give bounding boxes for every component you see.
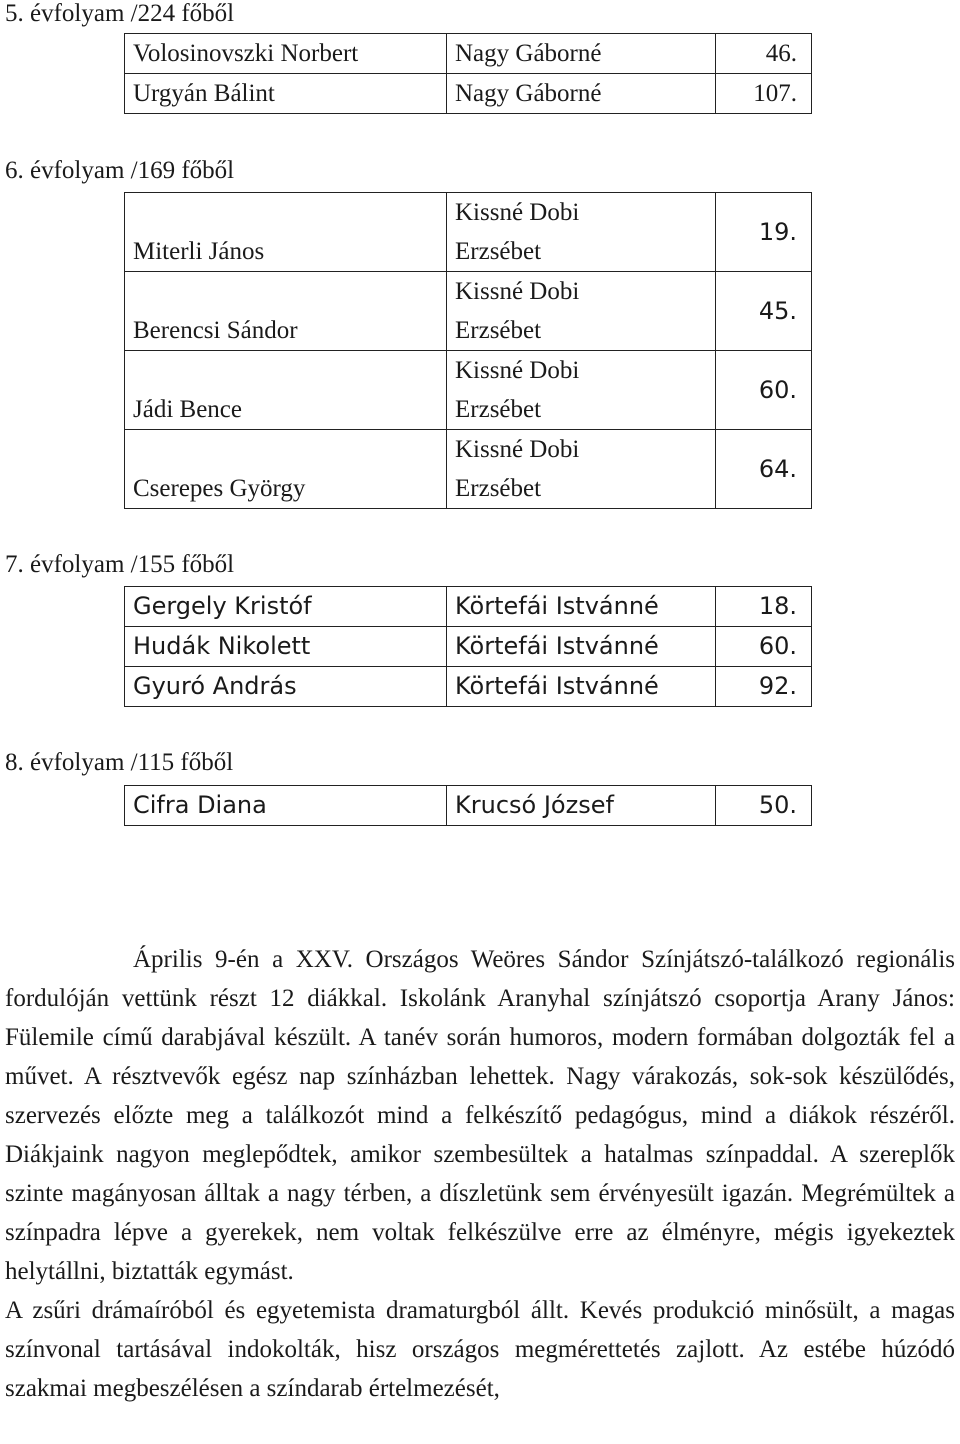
paragraph-2: A zsűri drámaíróból és egyetemista dramaturgból állt. Kevés produkció minősült, a magas színvonal tartásával indokolták, hisz országos megmérettetés zajlott. Az estébe húzódó szakmai megbeszélésen a színdarab értelmezését, — [5, 1297, 955, 1402]
table-row — [125, 627, 812, 667]
grade-7-heading: 7. évfolyam /155 főből — [5, 551, 235, 578]
teacher-line-1: Kissné Dobi — [455, 278, 580, 305]
table-row — [125, 34, 812, 74]
rank: 92. — [716, 667, 812, 707]
grade-6-heading: 6. évfolyam /169 főből — [5, 157, 235, 184]
student-name: Miterli János — [125, 193, 447, 272]
paragraph-1 — [5, 940, 955, 1291]
teacher-name: Krucsó József — [447, 786, 716, 826]
teacher-line-2: Erzsébet — [455, 317, 542, 344]
student-name: Volosinovszki Norbert — [125, 34, 447, 74]
table-row — [125, 272, 812, 351]
teacher-line-1: Kissné Dobi — [455, 199, 580, 226]
grade-5-table — [124, 33, 812, 114]
paragraph-1-text: Április 9-én a XXV. Országos Weöres Sándor Színjátszó-találkozó regionális fordulóján vettünk részt 12 diákkal. Iskolánk Aranyhal színjátszó csoportja Arany János: Fülemile című darabjával készült. A tanév során humoros, modern formában dolgozták fel a művet. A résztvevők egész nap színházban lehettek. Nagy várakozás, sok-sok készülődés, szervezés előzte meg a találkozót mind a felkészítő pedagógus, mind a diákok részéről. Diákjaink nagyon meglepődtek, amikor szembesültek a hatalmas színpaddal. A szereplők szinte magányosan álltak a nagy térben, a díszletünk sem érvényesült igazán. Megrémültek a színpadra lépve a gyerekek, nem voltak felkészülve erre az élményre, mégis igyekeztek helytállni, biztatták egymást. — [5, 946, 955, 1285]
rank: 45. — [716, 272, 812, 351]
table-row — [125, 430, 812, 509]
rank: 18. — [716, 587, 812, 627]
teacher-name: Nagy Gáborné — [447, 34, 716, 74]
teacher-name — [447, 351, 716, 430]
table-row — [125, 193, 812, 272]
teacher-name — [447, 193, 716, 272]
table-row — [125, 351, 812, 430]
student-name: Berencsi Sándor — [125, 272, 447, 351]
teacher-name: Körtefái Istvánné — [447, 587, 716, 627]
table-row — [125, 786, 812, 826]
teacher-name — [447, 272, 716, 351]
student-name: Cifra Diana — [125, 786, 447, 826]
teacher-line-1: Kissné Dobi — [455, 357, 580, 384]
grade-7-table — [124, 586, 812, 707]
student-name: Gergely Kristóf — [125, 587, 447, 627]
teacher-name: Körtefái Istvánné — [447, 667, 716, 707]
grade-8-table — [124, 785, 812, 826]
student-name: Urgyán Bálint — [125, 74, 447, 114]
grade-6-table — [124, 192, 812, 509]
rank: 50. — [716, 786, 812, 826]
table-row — [125, 587, 812, 627]
teacher-name: Nagy Gáborné — [447, 74, 716, 114]
teacher-line-2: Erzsébet — [455, 396, 542, 423]
teacher-line-2: Erzsébet — [455, 238, 542, 265]
rank: 107. — [716, 74, 812, 114]
student-name: Hudák Nikolett — [125, 627, 447, 667]
grade-5-heading: 5. évfolyam /224 főből — [5, 0, 235, 27]
rank: 60. — [716, 351, 812, 430]
student-name: Jádi Bence — [125, 351, 447, 430]
report-text — [5, 940, 955, 1408]
teacher-name: Körtefái Istvánné — [447, 627, 716, 667]
grade-8-heading: 8. évfolyam /115 főből — [5, 749, 234, 776]
teacher-line-1: Kissné Dobi — [455, 436, 580, 463]
rank: 19. — [716, 193, 812, 272]
table-row — [125, 667, 812, 707]
rank: 64. — [716, 430, 812, 509]
rank: 60. — [716, 627, 812, 667]
teacher-line-2: Erzsébet — [455, 475, 542, 502]
table-row — [125, 74, 812, 114]
rank: 46. — [716, 34, 812, 74]
student-name: Cserepes György — [125, 430, 447, 509]
teacher-name — [447, 430, 716, 509]
student-name: Gyuró András — [125, 667, 447, 707]
